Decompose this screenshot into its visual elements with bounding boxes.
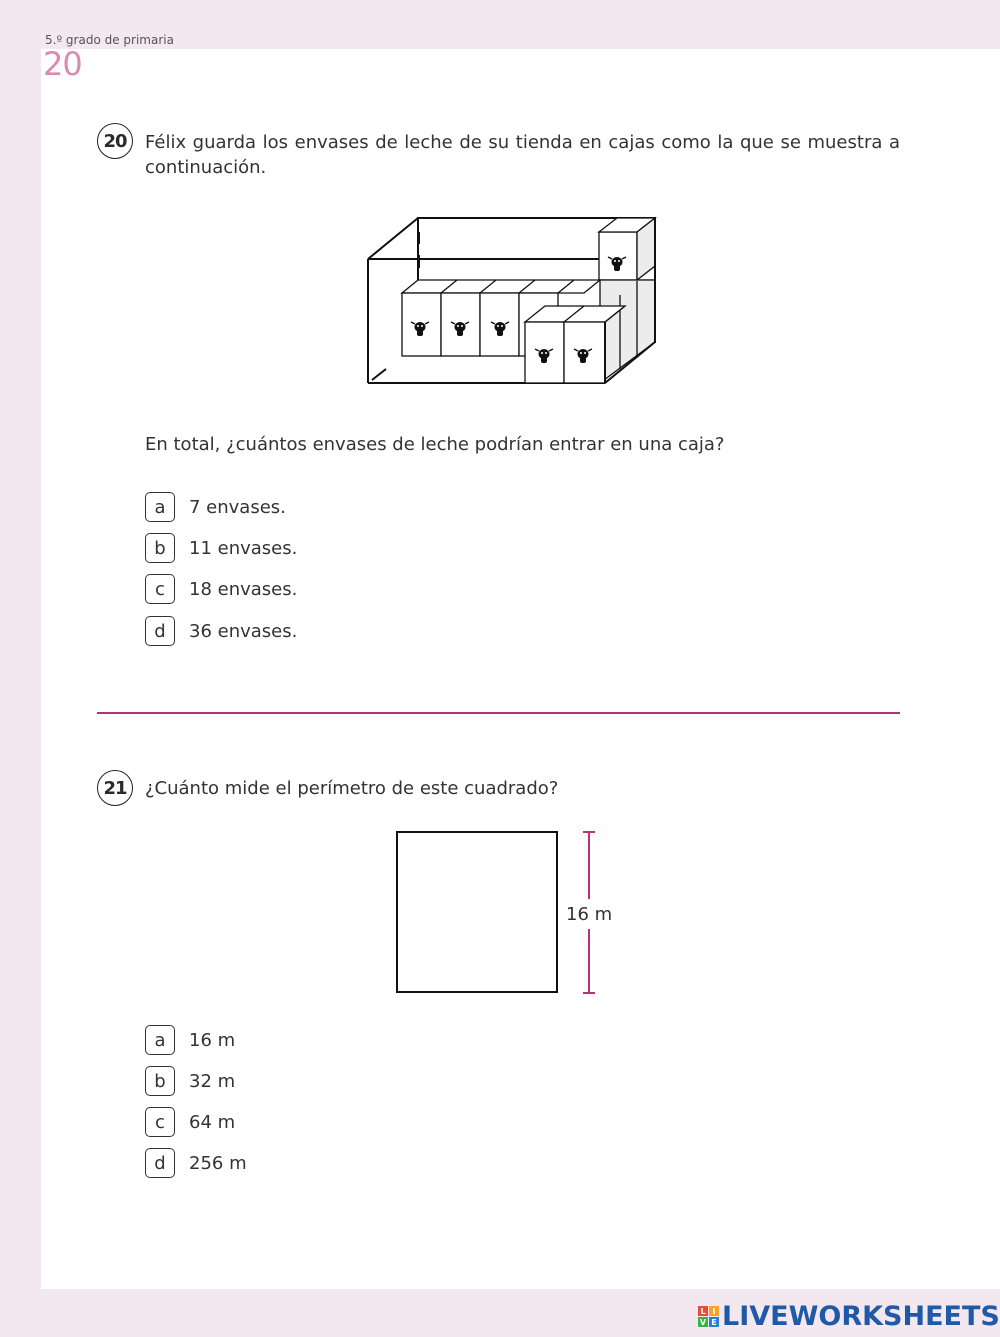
milk-box-illustration — [360, 210, 665, 395]
page-number: 20 — [43, 45, 82, 83]
question-20-prompt: En total, ¿cuántos envases de leche podrían entrar en una caja? — [145, 434, 725, 455]
question-21-number: 21 — [97, 770, 133, 806]
q20-option-d[interactable] — [145, 615, 297, 647]
logo-tile: V — [699, 1317, 707, 1327]
option-text: 16 m — [189, 1029, 236, 1051]
option-letter[interactable]: a — [145, 492, 175, 522]
grade-label: 5.º grado de primaria — [45, 33, 174, 47]
side-length-label: 16 m — [566, 904, 613, 925]
logo-tiles-icon — [698, 1306, 719, 1327]
option-text: 32 m — [189, 1070, 236, 1092]
option-text: 11 envases. — [189, 537, 298, 559]
logo-tile: E — [709, 1317, 719, 1327]
q20-option-c[interactable] — [145, 573, 297, 605]
option-letter[interactable]: a — [145, 1025, 175, 1055]
option-text: 7 envases. — [189, 496, 286, 518]
square-shape — [397, 832, 557, 992]
liveworksheets-logo[interactable] — [698, 1301, 1000, 1332]
option-text: 18 envases. — [189, 578, 298, 600]
section-divider — [97, 712, 900, 714]
logo-tile: L — [698, 1306, 708, 1316]
q21-option-c[interactable] — [145, 1106, 235, 1138]
option-letter[interactable]: d — [145, 616, 175, 646]
logo-wordmark: LIVEWORKSHEETS — [722, 1301, 1000, 1332]
option-letter[interactable]: c — [145, 574, 175, 604]
option-letter[interactable]: b — [145, 533, 175, 563]
q20-option-a[interactable] — [145, 491, 286, 523]
option-letter[interactable]: d — [145, 1148, 175, 1178]
q21-option-a[interactable] — [145, 1024, 235, 1056]
q21-option-d[interactable] — [145, 1147, 247, 1179]
option-letter[interactable]: c — [145, 1107, 175, 1137]
q21-option-b[interactable] — [145, 1065, 235, 1097]
question-21-text: ¿Cuánto mide el perímetro de este cuadrado? — [145, 778, 559, 799]
question-20-number: 20 — [97, 123, 133, 159]
option-text: 64 m — [189, 1111, 236, 1133]
question-20-text: Félix guarda los envases de leche de su tienda en cajas como la que se muestra a continuación. — [145, 132, 900, 178]
option-letter[interactable]: b — [145, 1066, 175, 1096]
logo-tile: I — [709, 1306, 719, 1316]
option-text: 36 envases. — [189, 620, 298, 642]
q20-option-b[interactable] — [145, 532, 297, 564]
option-text: 256 m — [189, 1152, 247, 1174]
